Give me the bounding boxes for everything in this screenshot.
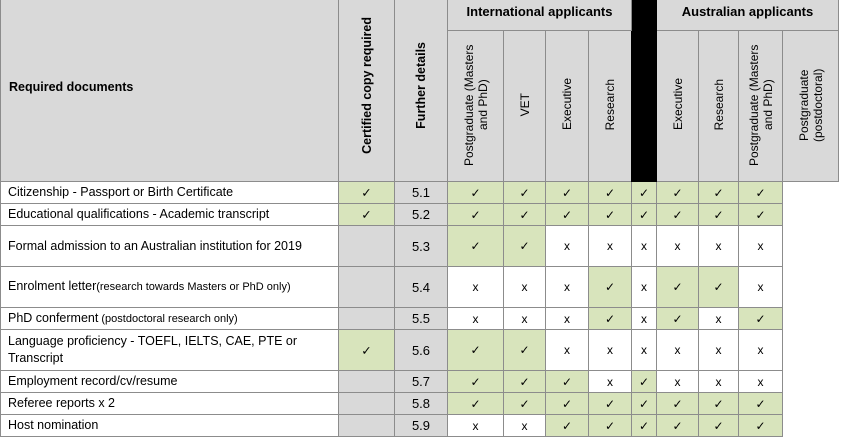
intl-tick-cell: ✓ (589, 393, 632, 415)
aus-tick-cell: ✓ (657, 415, 699, 437)
further-details-cell: 5.4 (395, 267, 448, 308)
aus-cross-cell: x (632, 267, 657, 308)
header-certified-copy: Certified copy required (339, 0, 395, 182)
aus-tick-cell: ✓ (632, 371, 657, 393)
aus-tick-cell: ✓ (632, 204, 657, 226)
aus-tick-cell: ✓ (739, 182, 783, 204)
aus-cross-cell: x (657, 226, 699, 267)
intl-tick-cell: ✓ (589, 267, 632, 308)
intl-cross-cell: x (589, 371, 632, 393)
table-row (1, 267, 839, 308)
aus-cross-cell: x (699, 330, 739, 371)
intl-tick-cell: ✓ (546, 393, 589, 415)
further-details-cell: 5.8 (395, 393, 448, 415)
intl-tick-cell: ✓ (504, 330, 546, 371)
header-australian-applicants: Australian applicants (657, 0, 839, 31)
aus-cross-cell: x (632, 226, 657, 267)
further-details-cell: 5.1 (395, 182, 448, 204)
document-name (1, 182, 339, 204)
intl-tick-cell: ✓ (448, 226, 504, 267)
header-intl-postgraduate: Postgraduate (Masters and PhD) (448, 31, 504, 182)
certified-copy-cell (339, 415, 395, 437)
further-details-cell: 5.7 (395, 371, 448, 393)
document-name (1, 308, 339, 330)
header-aus-executive: Executive (657, 31, 699, 182)
aus-tick-cell: ✓ (632, 415, 657, 437)
aus-cross-cell: x (739, 226, 783, 267)
table-row (1, 393, 839, 415)
intl-tick-cell: ✓ (448, 393, 504, 415)
aus-tick-cell: ✓ (657, 308, 699, 330)
intl-tick-cell: ✓ (546, 371, 589, 393)
document-name (1, 226, 339, 267)
aus-cross-cell: x (699, 308, 739, 330)
document-note: (research towards Masters or PhD only) (96, 281, 291, 293)
intl-cross-cell: x (546, 308, 589, 330)
intl-cross-cell: x (589, 330, 632, 371)
document-label: Language proficiency - TOEFL, IELTS, CAE, PTE or Transcript (8, 334, 298, 365)
aus-cross-cell: x (632, 330, 657, 371)
intl-cross-cell: x (448, 415, 504, 437)
certified-copy-cell (339, 308, 395, 330)
aus-cross-cell: x (699, 371, 739, 393)
header-aus-postgraduate: Postgraduate (Masters and PhD) (739, 31, 783, 182)
document-name (1, 415, 339, 437)
header-required-documents: Required documents (1, 0, 339, 182)
intl-tick-cell: ✓ (546, 182, 589, 204)
intl-tick-cell: ✓ (504, 393, 546, 415)
intl-cross-cell: x (504, 415, 546, 437)
document-note: (postdoctoral research only) (98, 312, 238, 325)
aus-tick-cell: ✓ (699, 182, 739, 204)
intl-cross-cell: x (589, 226, 632, 267)
intl-tick-cell: ✓ (448, 330, 504, 371)
table-row (1, 415, 839, 437)
aus-tick-cell: ✓ (632, 393, 657, 415)
certified-copy-cell: ✓ (339, 330, 395, 371)
aus-tick-cell: ✓ (657, 182, 699, 204)
intl-tick-cell: ✓ (504, 371, 546, 393)
aus-cross-cell: x (739, 267, 783, 308)
aus-cross-cell: x (657, 371, 699, 393)
intl-cross-cell: x (448, 267, 504, 308)
certified-copy-cell: ✓ (339, 204, 395, 226)
document-label: Referee reports x 2 (8, 396, 115, 410)
intl-tick-cell: ✓ (589, 204, 632, 226)
header-intl-executive: Executive (546, 31, 589, 182)
intl-cross-cell: x (546, 330, 589, 371)
aus-tick-cell: ✓ (632, 182, 657, 204)
header-further-details: Further details (395, 0, 448, 182)
table-row (1, 182, 839, 204)
header-intl-vet: VET (504, 31, 546, 182)
intl-cross-cell: x (448, 308, 504, 330)
intl-tick-cell: ✓ (589, 308, 632, 330)
aus-tick-cell: ✓ (739, 415, 783, 437)
header-intl-research: Research (589, 31, 632, 182)
table-row (1, 371, 839, 393)
document-label: PhD conferment (8, 310, 99, 325)
aus-cross-cell: x (739, 330, 783, 371)
document-label: Formal admission to an Australian institution for 2019 (8, 238, 302, 253)
certified-copy-cell (339, 267, 395, 308)
aus-tick-cell: ✓ (739, 204, 783, 226)
table-row (1, 226, 839, 267)
intl-cross-cell: x (546, 267, 589, 308)
table-row (1, 330, 839, 371)
document-name (1, 330, 339, 371)
aus-tick-cell: ✓ (699, 267, 739, 308)
aus-cross-cell: x (739, 371, 783, 393)
intl-tick-cell: ✓ (448, 371, 504, 393)
header-aus-postdoctoral: Postgraduate (postdoctoral) (783, 31, 839, 182)
certified-copy-cell (339, 226, 395, 267)
table-row (1, 308, 839, 330)
aus-tick-cell: ✓ (699, 415, 739, 437)
header-international-applicants: International applicants (448, 0, 632, 31)
document-label: Employment record/cv/resume (8, 374, 178, 388)
intl-cross-cell: x (546, 226, 589, 267)
intl-tick-cell: ✓ (546, 204, 589, 226)
aus-cross-cell: x (632, 308, 657, 330)
intl-cross-cell: x (504, 308, 546, 330)
document-name (1, 204, 339, 226)
intl-tick-cell: ✓ (504, 182, 546, 204)
further-details-cell: 5.2 (395, 204, 448, 226)
certified-copy-cell (339, 393, 395, 415)
aus-tick-cell: ✓ (657, 204, 699, 226)
aus-tick-cell: ✓ (657, 267, 699, 308)
certified-copy-cell (339, 371, 395, 393)
further-details-cell: 5.3 (395, 226, 448, 267)
document-label: Educational qualifications - Academic transcript (8, 207, 270, 221)
intl-tick-cell: ✓ (589, 182, 632, 204)
further-details-cell: 5.6 (395, 330, 448, 371)
header-aus-research: Research (699, 31, 739, 182)
document-label: Host nomination (8, 418, 99, 432)
document-label: Citizenship - Passport or Birth Certificate (8, 185, 234, 199)
aus-tick-cell: ✓ (657, 393, 699, 415)
document-name (1, 393, 339, 415)
document-label: Enrolment letter (8, 279, 97, 293)
aus-cross-cell: x (657, 330, 699, 371)
document-name (1, 267, 339, 308)
aus-tick-cell: ✓ (699, 204, 739, 226)
further-details-cell: 5.9 (395, 415, 448, 437)
aus-cross-cell: x (699, 226, 739, 267)
aus-tick-cell: ✓ (699, 393, 739, 415)
intl-tick-cell: ✓ (448, 182, 504, 204)
intl-cross-cell: x (504, 267, 546, 308)
aus-tick-cell: ✓ (739, 393, 783, 415)
intl-tick-cell: ✓ (546, 415, 589, 437)
aus-tick-cell: ✓ (739, 308, 783, 330)
certified-copy-cell: ✓ (339, 182, 395, 204)
intl-tick-cell: ✓ (448, 204, 504, 226)
table-row (1, 204, 839, 226)
document-name (1, 371, 339, 393)
intl-tick-cell: ✓ (504, 226, 546, 267)
intl-tick-cell: ✓ (589, 415, 632, 437)
further-details-cell: 5.5 (395, 308, 448, 330)
column-separator (632, 0, 657, 182)
intl-tick-cell: ✓ (504, 204, 546, 226)
